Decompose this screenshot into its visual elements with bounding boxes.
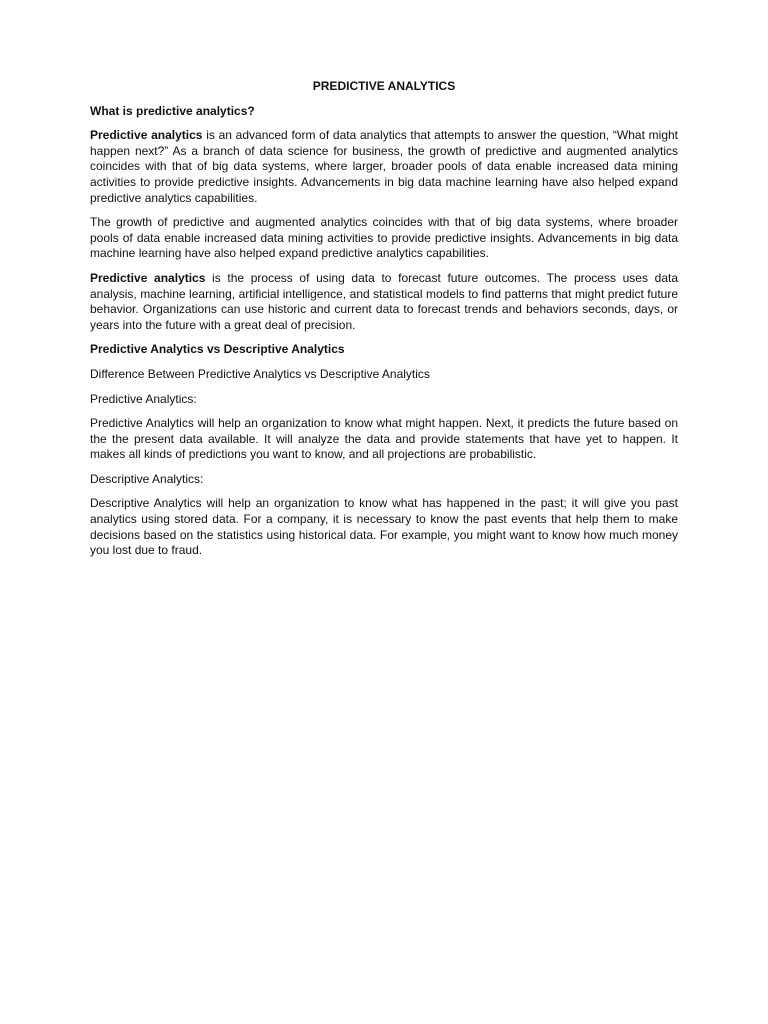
document-body: [90, 79, 678, 568]
paragraph-lead-term: Predictive analytics: [90, 270, 206, 285]
document-title: PREDICTIVE ANALYTICS: [312, 79, 456, 93]
paragraph-definition: [90, 128, 678, 206]
paragraph-growth: The growth of predictive and augmented analytics coincides with that of big data systems, where broader pools of data enable increased data mining activities to provide predictive insights. Advancements in big data machine learning have also helped expand predictive analytics capabilities.: [90, 215, 678, 261]
paragraph-text: is an advanced form of data analytics that attempts to answer the question, “What might happen next?” As a branch of data science for business, the growth of predictive and augmented analytics coincides with that of big data systems, where larger, broader pools of data enable increased data mining activities to provide predictive insights. Advancements in big data machine learning have also helped expand predictive analytics capabilities.: [90, 128, 679, 205]
descriptive-label: Descriptive Analytics:: [90, 471, 204, 486]
difference-line: Difference Between Predictive Analytics vs Descriptive Analytics: [90, 366, 430, 381]
paragraph-text: is the process of using data to forecast future outcomes. The process uses data analysis, machine learning, artificial intelligence, and statistical models to find patterns that might predict future behavior. Organizations can use historic and current data to forecast trends and behaviors seconds, days, or years into the future with a great deal of precision.: [90, 270, 678, 332]
paragraph-descriptive: Descriptive Analytics will help an organization to know what has happened in the past; it will give you past analytics using stored data. For a company, it is necessary to know the past events that help them to make decisions based on the statistics using historical data. For example, you might want to know how much money you lost due to fraud.: [90, 496, 678, 558]
paragraph-process: [90, 271, 678, 333]
predictive-label: Predictive Analytics:: [90, 391, 197, 406]
heading-what-is: What is predictive analytics?: [90, 103, 255, 118]
heading-vs: Predictive Analytics vs Descriptive Analytics: [90, 342, 345, 357]
paragraph-predictive: Predictive Analytics will help an organization to know what might happen. Next, it predicts the future based on the the present data available. It will analyze the data and provide statements that have yet to happen. It makes all kinds of predictions you want to know, and all projections are probabilistic.: [90, 416, 678, 462]
paragraph-lead-term: Predictive analytics: [90, 128, 203, 143]
